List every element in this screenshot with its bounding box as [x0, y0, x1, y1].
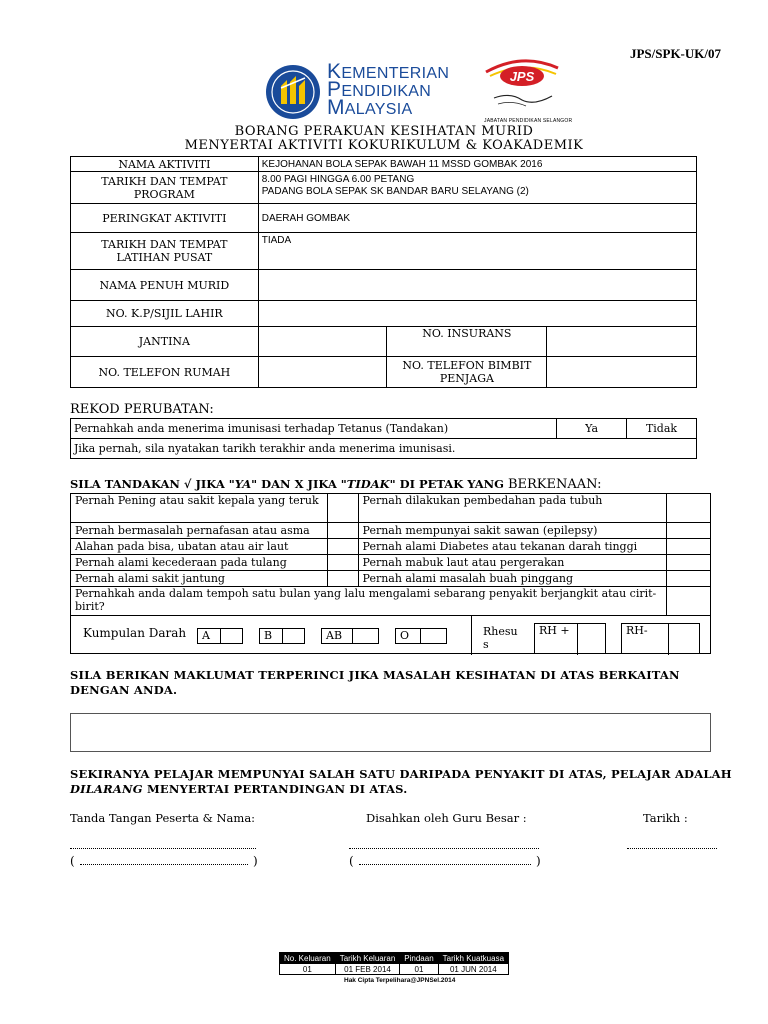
check-right-4: Pernah alami masalah buah pinggang: [358, 571, 667, 587]
blood-row: [71, 616, 711, 654]
check-left-3: Pernah alami kecederaan pada tulang: [71, 555, 328, 571]
latihan-field[interactable]: TIADA: [258, 233, 696, 270]
check-right-1: Pernah mempunyai sakit sawan (epilepsy): [358, 523, 667, 539]
peringkat-label: PERINGKAT AKTIVITI: [71, 204, 259, 233]
kpm-emblem-icon: [265, 64, 321, 120]
warning-line2: [70, 782, 760, 797]
signature-guru-line[interactable]: [349, 848, 539, 849]
footer-header-pindaan: Pindaan: [400, 953, 438, 964]
check-box-right-3[interactable]: [667, 555, 711, 571]
jantina-field[interactable]: [258, 327, 387, 357]
jps-mark: JPS: [509, 69, 535, 84]
check-box-wide[interactable]: [667, 587, 711, 616]
footer-header-no-keluaran: No. Keluaran: [280, 953, 336, 964]
blood-type-ab[interactable]: [321, 628, 379, 644]
kp-label: NO. K.P/SIJIL LAHIR: [71, 301, 259, 327]
check-box-right-2[interactable]: [667, 539, 711, 555]
tarikh-program-time: 8.00 PAGI HINGGA 6.00 PETANG: [261, 174, 415, 185]
latihan-label: TARIKH DAN TEMPAT LATIHAN PUSAT: [71, 233, 259, 270]
blood-type-o-label: O: [400, 628, 410, 642]
footer-value-no-keluaran: 01: [280, 964, 336, 975]
check-box-right-4[interactable]: [667, 571, 711, 587]
peserta-name-close-paren: ): [253, 854, 258, 868]
checklist-heading-c: " DI PETAK YANG: [389, 477, 508, 491]
blood-type-ab-label: AB: [326, 628, 343, 642]
signature-peserta-label: Tanda Tangan Peserta & Nama:: [70, 811, 256, 825]
checklist-heading-b: " DAN X JIKA ": [251, 477, 347, 491]
check-box-left-4[interactable]: [327, 571, 358, 587]
telefon-rumah-field[interactable]: [258, 357, 387, 388]
check-box-left-3[interactable]: [327, 555, 358, 571]
kpm-line1: KEMENTERIAN: [327, 60, 450, 83]
rh-positive-box[interactable]: [534, 623, 606, 654]
rh-negative-label: RH-: [626, 623, 648, 637]
tarikh-program-field[interactable]: [258, 172, 696, 204]
nama-murid-field[interactable]: [258, 270, 696, 301]
blood-divider: [471, 615, 472, 655]
form-title-line1: BORANG PERAKUAN KESIHATAN MURID: [234, 124, 534, 139]
check-box-left-2[interactable]: [327, 539, 358, 555]
footer-value-tarikh-kuatkuasa: 01 JUN 2014: [438, 964, 508, 975]
activity-info-table: [70, 156, 697, 388]
tetanus-tidak-box[interactable]: Tidak: [627, 419, 697, 439]
footer-header-tarikh-kuatkuasa: Tarikh Kuatkuasa: [438, 953, 508, 964]
footer-header-tarikh-keluaran: Tarikh Keluaran: [335, 953, 400, 964]
tetanus-question: Pernahkah anda menerima imunisasi terhadap Tetanus (Tandakan): [71, 419, 557, 439]
warning-line1: SEKIRANYA PELAJAR MEMPUNYAI SALAH SATU DARIPADA PENYAKIT DI ATAS, PELAJAR ADALAH: [70, 767, 732, 781]
jps-emblem-icon: [482, 54, 562, 122]
kpm-line2: PENDIDIKAN: [327, 78, 432, 101]
telefon-bimbit-field[interactable]: [547, 357, 697, 388]
nama-aktiviti-field[interactable]: KEJOHANAN BOLA SEPAK BAWAH 11 MSSD GOMBAK 2016: [258, 157, 696, 172]
check-box-left-1[interactable]: [327, 523, 358, 539]
medical-heading: REKOD PERUBATAN:: [70, 402, 214, 417]
details-textbox[interactable]: [70, 713, 711, 752]
check-left-1: Pernah bermasalah pernafasan atau asma: [71, 523, 328, 539]
peringkat-field[interactable]: DAERAH GOMBAK: [258, 204, 696, 233]
nama-murid-label: NAMA PENUH MURID: [71, 270, 259, 301]
checklist-heading-d: BERKENAAN:: [507, 477, 602, 492]
check-wide-question: Pernahkah anda dalam tempoh satu bulan yang lalu mengalami sebarang penyakit berjangkit atau cirit-birit?: [71, 587, 667, 616]
check-left-0: Pernah Pening atau sakit kepala yang teruk: [71, 494, 328, 523]
rhesus-label: Rhesu s: [483, 624, 518, 651]
peserta-name-open-paren: (: [70, 854, 75, 868]
checklist-heading: [70, 477, 601, 492]
rh-negative-box[interactable]: [621, 623, 700, 654]
check-box-left-0[interactable]: [327, 494, 358, 523]
blood-type-b-label: B: [264, 628, 273, 642]
footer-value-pindaan: 01: [400, 964, 438, 975]
kpm-wordmark: [327, 60, 450, 119]
telefon-bimbit-label: NO. TELEFON BIMBIT PENJAGA: [387, 357, 547, 388]
warning-line2-rest: MENYERTAI PERTANDINGAN DI ATAS.: [142, 782, 408, 796]
check-left-4: Pernah alami sakit jantung: [71, 571, 328, 587]
document-control-table: [279, 952, 509, 975]
tarikh-program-label: TARIKH DAN TEMPAT PROGRAM: [71, 172, 259, 204]
footer-value-tarikh-keluaran: 01 FEB 2014: [335, 964, 400, 975]
copyright-notice: Hak Cipta Terpelihara@JPNSel.2014: [344, 977, 456, 984]
details-heading: SILA BERIKAN MAKLUMAT TERPERINCI JIKA MASALAH KESIHATAN DI ATAS BERKAITAN DENGAN ANDA.: [70, 668, 680, 697]
nama-aktiviti-label: NAMA AKTIVITI: [71, 157, 259, 172]
medical-table: [70, 418, 697, 459]
warning-dilarang: DILARANG: [70, 782, 143, 796]
blood-type-a[interactable]: [197, 628, 243, 644]
check-right-0: Pernah dilakukan pembedahan pada tubuh: [358, 494, 667, 523]
form-title-line2: MENYERTAI AKTIVITI KOKURIKULUM & KOAKADEMIK: [184, 138, 584, 153]
checklist-heading-a: SILA TANDAKAN √ JIKA ": [70, 477, 235, 491]
blood-type-b[interactable]: [259, 628, 305, 644]
tetanus-ya-box[interactable]: Ya: [557, 419, 627, 439]
signature-guru-label: Disahkan oleh Guru Besar :: [366, 811, 527, 825]
checklist-heading-ya: YA: [234, 477, 252, 491]
guru-name-close-paren: ): [536, 854, 541, 868]
health-checklist-table: [70, 493, 711, 654]
signature-peserta-line[interactable]: [70, 848, 256, 849]
kp-field[interactable]: [258, 301, 696, 327]
insurans-field[interactable]: [547, 327, 697, 357]
peserta-name-line[interactable]: [80, 864, 248, 865]
jps-caption: JABATAN PENDIDIKAN SELANGOR: [484, 118, 573, 124]
guru-name-open-paren: (: [349, 854, 354, 868]
warning-text: [70, 767, 760, 797]
check-left-2: Alahan pada bisa, ubatan atau air laut: [71, 539, 328, 555]
guru-name-line[interactable]: [359, 864, 531, 865]
kpm-line3: MALAYSIA: [327, 96, 413, 119]
telefon-rumah-label: NO. TELEFON RUMAH: [71, 357, 259, 388]
blood-type-a-label: A: [202, 628, 210, 642]
signature-tarikh-label: Tarikh :: [643, 811, 688, 825]
insurans-label: NO. INSURANS: [387, 327, 547, 357]
checklist-heading-tidak: TIDAK: [346, 477, 390, 491]
check-right-3: Pernah mabuk laut atau pergerakan: [358, 555, 667, 571]
check-box-right-0[interactable]: [667, 494, 711, 523]
form-code: JPS/SPK-UK/07: [629, 46, 721, 61]
rh-positive-label: RH +: [539, 623, 570, 637]
blood-type-o[interactable]: [395, 628, 447, 644]
check-box-right-1[interactable]: [667, 523, 711, 539]
tetanus-date-question[interactable]: Jika pernah, sila nyatakan tarikh terakhir anda menerima imunisasi.: [71, 439, 697, 459]
jantina-label: JANTINA: [71, 327, 259, 357]
tarikh-program-venue: PADANG BOLA SEPAK SK BANDAR BARU SELAYANG (2): [261, 186, 529, 197]
signature-tarikh-line[interactable]: [627, 848, 717, 849]
blood-group-label: Kumpulan Darah: [83, 625, 187, 640]
check-right-2: Pernah alami Diabetes atau tekanan darah tinggi: [358, 539, 667, 555]
